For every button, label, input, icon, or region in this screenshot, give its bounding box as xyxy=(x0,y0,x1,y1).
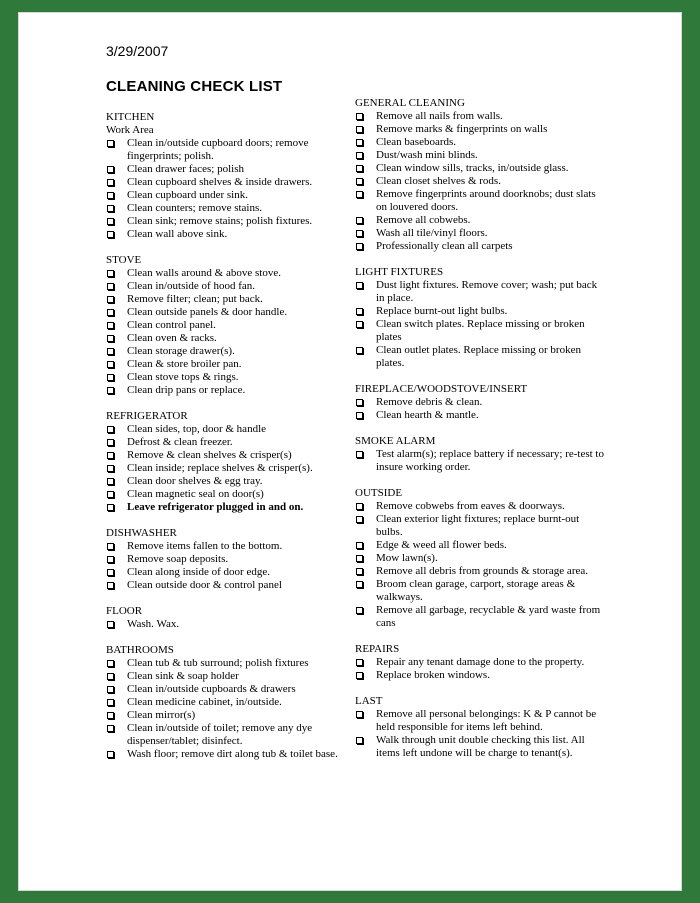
checkbox-icon[interactable] xyxy=(107,140,114,147)
checkbox-icon[interactable] xyxy=(356,542,363,549)
checkbox-icon[interactable] xyxy=(107,660,114,667)
checkbox-icon[interactable] xyxy=(107,426,114,433)
checklist-item xyxy=(106,449,354,462)
checkbox-icon[interactable] xyxy=(107,478,114,485)
checklist-item xyxy=(355,396,607,409)
section-title: DISHWASHER xyxy=(106,527,177,539)
checklist-item-text: Remove all garbage, recyclable & yard waste from cans xyxy=(376,604,601,629)
section-title: FLOOR xyxy=(106,605,143,617)
checklist-item xyxy=(106,371,354,384)
checklist-item-text: Clean wall above sink. xyxy=(127,228,228,240)
checklist-page xyxy=(18,12,682,891)
checklist-item xyxy=(106,358,354,371)
checklist-item-text: Leave refrigerator plugged in and on. xyxy=(127,501,304,513)
checkbox-icon[interactable] xyxy=(107,309,114,316)
checkbox-icon[interactable] xyxy=(107,218,114,225)
checkbox-icon[interactable] xyxy=(356,152,363,159)
checkbox-icon[interactable] xyxy=(356,113,363,120)
checklist-item xyxy=(355,149,607,162)
checkbox-icon[interactable] xyxy=(107,621,114,628)
checklist-items xyxy=(106,267,354,397)
checkbox-icon[interactable] xyxy=(356,308,363,315)
checklist-item xyxy=(355,539,607,552)
checklist-item-text: Remove items fallen to the bottom. xyxy=(127,540,283,552)
section-repairs xyxy=(355,643,607,682)
checklist-item xyxy=(106,319,354,332)
checklist-item-text: Edge & weed all flower beds. xyxy=(376,539,507,551)
checklist-item-text: Remove cobwebs from eaves & doorways. xyxy=(376,500,565,512)
checklist-item-text: Professionally clean all carpets xyxy=(376,240,513,252)
checklist-item-text: Broom clean garage, carport, storage areas & walkways. xyxy=(376,578,576,603)
checklist-item xyxy=(106,657,354,670)
checkbox-icon[interactable] xyxy=(107,491,114,498)
checklist-item xyxy=(355,305,607,318)
checklist-item-text: Clean sink & soap holder xyxy=(127,670,239,682)
checklist-item-text: Clean cupboard under sink. xyxy=(127,189,248,201)
checklist-item xyxy=(355,409,607,422)
section-title: STOVE xyxy=(106,254,142,266)
checklist-items xyxy=(355,656,607,682)
checkbox-icon[interactable] xyxy=(107,686,114,693)
checkbox-icon[interactable] xyxy=(356,659,363,666)
checklist-item xyxy=(355,162,607,175)
checklist-item xyxy=(106,436,354,449)
section-outside xyxy=(355,487,607,630)
section-title: GENERAL CLEANING xyxy=(355,97,465,109)
checklist-items xyxy=(355,110,607,253)
checkbox-icon[interactable] xyxy=(356,126,363,133)
checklist-item-text: Remove debris & clean. xyxy=(376,396,483,408)
document-title: CLEANING CHECK LIST xyxy=(106,78,283,95)
checklist-item xyxy=(106,579,354,592)
checkbox-icon[interactable] xyxy=(107,569,114,576)
checklist-item-text: Clean in/outside cupboard doors; remove fingerprints; polish. xyxy=(127,137,309,162)
checklist-item xyxy=(355,188,607,214)
checklist-item xyxy=(355,578,607,604)
checklist-item xyxy=(106,475,354,488)
section-fireplace-woodstove-insert xyxy=(355,383,607,422)
checklist-item-text: Clean sides, top, door & handle xyxy=(127,423,267,435)
checklist-item xyxy=(106,748,354,761)
checkbox-icon[interactable] xyxy=(356,672,363,679)
checklist-item xyxy=(106,267,354,280)
checklist-item-text: Clean exterior light fixtures; replace burnt-out bulbs. xyxy=(376,513,580,538)
checklist-item-text: Clean medicine cabinet, in/outside. xyxy=(127,696,282,708)
checkbox-icon[interactable] xyxy=(107,556,114,563)
checklist-item xyxy=(106,202,354,215)
document-date: 3/29/2007 xyxy=(106,43,169,59)
checkbox-icon[interactable] xyxy=(107,452,114,459)
checkbox-icon[interactable] xyxy=(107,335,114,342)
checklist-item xyxy=(106,540,354,553)
checkbox-icon[interactable] xyxy=(356,139,363,146)
checklist-item-text: Clean mirror(s) xyxy=(127,709,196,721)
checklist-item xyxy=(355,123,607,136)
checklist-item-text: Dust/wash mini blinds. xyxy=(376,149,478,161)
checklist-item-text: Clean closet shelves & rods. xyxy=(376,175,501,187)
section-title: SMOKE ALARM xyxy=(355,435,436,447)
checklist-item xyxy=(355,669,607,682)
checklist-item-text: Remove all nails from walls. xyxy=(376,110,503,122)
checkbox-icon[interactable] xyxy=(356,568,363,575)
checklist-item-text: Clean control panel. xyxy=(127,319,216,331)
checklist-items xyxy=(355,396,607,422)
checkbox-icon[interactable] xyxy=(356,607,363,614)
checklist-item xyxy=(106,215,354,228)
checklist-items xyxy=(106,657,354,761)
checklist-item-text: Remove marks & fingerprints on walls xyxy=(376,123,548,135)
checklist-item xyxy=(106,280,354,293)
checklist-item xyxy=(106,384,354,397)
checklist-item xyxy=(355,136,607,149)
checkbox-icon[interactable] xyxy=(107,205,114,212)
checklist-item-text: Remove filter; clean; put back. xyxy=(127,293,263,305)
section-title: OUTSIDE xyxy=(355,487,403,499)
checklist-item xyxy=(355,500,607,513)
checkbox-icon[interactable] xyxy=(356,581,363,588)
checklist-item-text: Remove soap deposits. xyxy=(127,553,229,565)
checklist-item-text: Clean magnetic seal on door(s) xyxy=(127,488,264,500)
checklist-item xyxy=(106,306,354,319)
checklist-item xyxy=(355,513,607,539)
section-light-fixtures xyxy=(355,266,607,370)
checklist-item-text: Clean drawer faces; polish xyxy=(127,163,244,175)
checkbox-icon[interactable] xyxy=(107,387,114,394)
section-bathrooms xyxy=(106,644,354,761)
checklist-item-text: Remove & clean shelves & crisper(s) xyxy=(127,449,292,461)
checkbox-icon[interactable] xyxy=(107,166,114,173)
checklist-item xyxy=(106,553,354,566)
section-subtitle: Work Area xyxy=(106,124,154,136)
checklist-item xyxy=(355,344,607,370)
checklist-item-text: Mow lawn(s). xyxy=(376,552,438,564)
checklist-item xyxy=(106,566,354,579)
checklist-item-text: Remove all personal belongings: K & P cannot be held responsible for items left behind. xyxy=(376,708,597,733)
checklist-item xyxy=(106,163,354,176)
checkbox-icon[interactable] xyxy=(356,451,363,458)
checklist-item xyxy=(106,293,354,306)
checklist-item xyxy=(106,670,354,683)
checklist-item xyxy=(355,604,607,630)
checklist-items xyxy=(355,500,607,630)
checklist-item xyxy=(106,488,354,501)
checklist-item xyxy=(355,214,607,227)
checkbox-icon[interactable] xyxy=(107,699,114,706)
checklist-item xyxy=(355,110,607,123)
section-kitchen xyxy=(106,111,354,241)
checkbox-icon[interactable] xyxy=(107,439,114,446)
checklist-item-text: Clean window sills, tracks, in/outside glass. xyxy=(376,162,569,174)
checkbox-icon[interactable] xyxy=(356,737,363,744)
checkbox-icon[interactable] xyxy=(356,321,363,328)
checklist-item xyxy=(106,709,354,722)
checklist-item xyxy=(355,448,607,474)
checklist-item-text: Clean in/outside cupboards & drawers xyxy=(127,683,296,695)
checklist-item xyxy=(106,176,354,189)
checkbox-icon[interactable] xyxy=(356,217,363,224)
checkbox-icon[interactable] xyxy=(356,282,363,289)
right-column xyxy=(355,97,607,773)
checkbox-icon[interactable] xyxy=(107,231,114,238)
checkbox-icon[interactable] xyxy=(356,243,363,250)
section-stove xyxy=(106,254,354,397)
checklist-item-text: Clean outside panels & door handle. xyxy=(127,306,288,318)
checklist-item-text: Clean storage drawer(s). xyxy=(127,345,235,357)
checkbox-icon[interactable] xyxy=(356,399,363,406)
checklist-item xyxy=(355,734,607,760)
checklist-item-text: Wash all tile/vinyl floors. xyxy=(376,227,488,239)
checklist-item xyxy=(106,228,354,241)
checklist-item-text: Clean tub & tub surround; polish fixtures xyxy=(127,657,309,669)
checklist-items xyxy=(355,448,607,474)
section-refrigerator xyxy=(106,410,354,514)
checklist-item-text: Replace broken windows. xyxy=(376,669,490,681)
checklist-item-text: Clean counters; remove stains. xyxy=(127,202,263,214)
checkbox-icon[interactable] xyxy=(356,555,363,562)
checklist-item xyxy=(106,189,354,202)
checkbox-icon[interactable] xyxy=(107,673,114,680)
checklist-item xyxy=(106,683,354,696)
left-column xyxy=(106,111,354,774)
checkbox-icon[interactable] xyxy=(356,412,363,419)
checklist-items xyxy=(355,708,607,760)
checkbox-icon[interactable] xyxy=(107,348,114,355)
checklist-item xyxy=(355,552,607,565)
checklist-item xyxy=(106,696,354,709)
checklist-item-text: Walk through unit double checking this list. All items left undone will be charge to tenant(s). xyxy=(376,734,585,759)
section-title: BATHROOMS xyxy=(106,644,174,656)
section-floor xyxy=(106,605,354,631)
checklist-item-text: Remove all cobwebs. xyxy=(376,214,471,226)
checkbox-icon[interactable] xyxy=(107,322,114,329)
checklist-items xyxy=(106,540,354,592)
checkbox-icon[interactable] xyxy=(107,465,114,472)
checklist-item-text: Clean sink; remove stains; polish fixtures. xyxy=(127,215,313,227)
checkbox-icon[interactable] xyxy=(356,165,363,172)
section-title: LIGHT FIXTURES xyxy=(355,266,444,278)
checklist-item-text: Dust light fixtures. Remove cover; wash; put back in place. xyxy=(376,279,598,304)
checklist-item-text: Clean door shelves & egg tray. xyxy=(127,475,263,487)
checkbox-icon[interactable] xyxy=(107,283,114,290)
checkbox-icon[interactable] xyxy=(356,178,363,185)
section-last xyxy=(355,695,607,760)
checklist-item-text: Replace burnt-out light bulbs. xyxy=(376,305,508,317)
checklist-item xyxy=(355,227,607,240)
checklist-item-text: Clean oven & racks. xyxy=(127,332,217,344)
checklist-item-text: Test alarm(s); replace battery if necessary; re-test to insure working order. xyxy=(376,448,604,473)
checklist-item-text: Clean walls around & above stove. xyxy=(127,267,281,279)
checkbox-icon[interactable] xyxy=(107,179,114,186)
checklist-item xyxy=(355,175,607,188)
checklist-item xyxy=(106,501,354,514)
checklist-item xyxy=(106,137,354,163)
section-title: REPAIRS xyxy=(355,643,400,655)
checkbox-icon[interactable] xyxy=(107,543,114,550)
checklist-item-text: Remove all debris from grounds & storage area. xyxy=(376,565,588,577)
checklist-item xyxy=(106,722,354,748)
checklist-item xyxy=(355,708,607,734)
checkbox-icon[interactable] xyxy=(107,504,114,511)
section-general-cleaning xyxy=(355,97,607,253)
checklist-item xyxy=(355,565,607,578)
checklist-items xyxy=(106,137,354,241)
section-title: LAST xyxy=(355,695,383,707)
checklist-items xyxy=(355,279,607,370)
checklist-items xyxy=(106,618,354,631)
section-dishwasher xyxy=(106,527,354,592)
checklist-item xyxy=(106,618,354,631)
checklist-item xyxy=(106,423,354,436)
checklist-item-text: Clean in/outside of hood fan. xyxy=(127,280,256,292)
checkbox-icon[interactable] xyxy=(107,270,114,277)
checklist-item-text: Clean outlet plates. Replace missing or broken plates. xyxy=(376,344,581,369)
checklist-item-text: Clean drip pans or replace. xyxy=(127,384,246,396)
checkbox-icon[interactable] xyxy=(356,347,363,354)
section-title: REFRIGERATOR xyxy=(106,410,188,422)
checklist-item xyxy=(355,279,607,305)
checklist-item-text: Remove fingerprints around doorknobs; dust slats on louvered doors. xyxy=(376,188,596,213)
checklist-item xyxy=(355,656,607,669)
checklist-item xyxy=(106,462,354,475)
checkbox-icon[interactable] xyxy=(356,503,363,510)
checklist-item-text: Repair any tenant damage done to the property. xyxy=(376,656,585,668)
checklist-item-text: Clean switch plates. Replace missing or broken plates xyxy=(376,318,585,343)
checkbox-icon[interactable] xyxy=(356,191,363,198)
checklist-item-text: Clean & store broiler pan. xyxy=(127,358,242,370)
checkbox-icon[interactable] xyxy=(356,230,363,237)
checklist-item-text: Wash. Wax. xyxy=(127,618,180,630)
section-smoke-alarm xyxy=(355,435,607,474)
checkbox-icon[interactable] xyxy=(107,712,114,719)
checklist-item-text: Clean stove tops & rings. xyxy=(127,371,239,383)
checkbox-icon[interactable] xyxy=(356,711,363,718)
checkbox-icon[interactable] xyxy=(107,751,114,758)
checklist-item xyxy=(106,345,354,358)
checklist-item xyxy=(355,318,607,344)
section-title: KITCHEN xyxy=(106,111,155,123)
checklist-item xyxy=(106,332,354,345)
checklist-item xyxy=(355,240,607,253)
checkbox-icon[interactable] xyxy=(107,374,114,381)
checklist-item-text: Clean cupboard shelves & inside drawers. xyxy=(127,176,313,188)
checklist-item-text: Clean along inside of door edge. xyxy=(127,566,270,578)
checklist-item-text: Clean baseboards. xyxy=(376,136,457,148)
checklist-item-text: Clean hearth & mantle. xyxy=(376,409,479,421)
checkbox-icon[interactable] xyxy=(107,192,114,199)
checklist-item-text: Wash floor; remove dirt along tub & toilet base. xyxy=(127,748,338,760)
checklist-item-text: Clean in/outside of toilet; remove any dye dispenser/tablet; disinfect. xyxy=(127,722,313,747)
checklist-item-text: Clean outside door & control panel xyxy=(127,579,282,591)
checklist-item-text: Defrost & clean freezer. xyxy=(127,436,233,448)
checklist-item-text: Clean inside; replace shelves & crisper(s). xyxy=(127,462,313,474)
checkbox-icon[interactable] xyxy=(107,725,114,732)
checkbox-icon[interactable] xyxy=(107,296,114,303)
checklist-items xyxy=(106,423,354,514)
checkbox-icon[interactable] xyxy=(107,361,114,368)
section-title: FIREPLACE/WOODSTOVE/INSERT xyxy=(355,383,528,395)
checkbox-icon[interactable] xyxy=(107,582,114,589)
checkbox-icon[interactable] xyxy=(356,516,363,523)
